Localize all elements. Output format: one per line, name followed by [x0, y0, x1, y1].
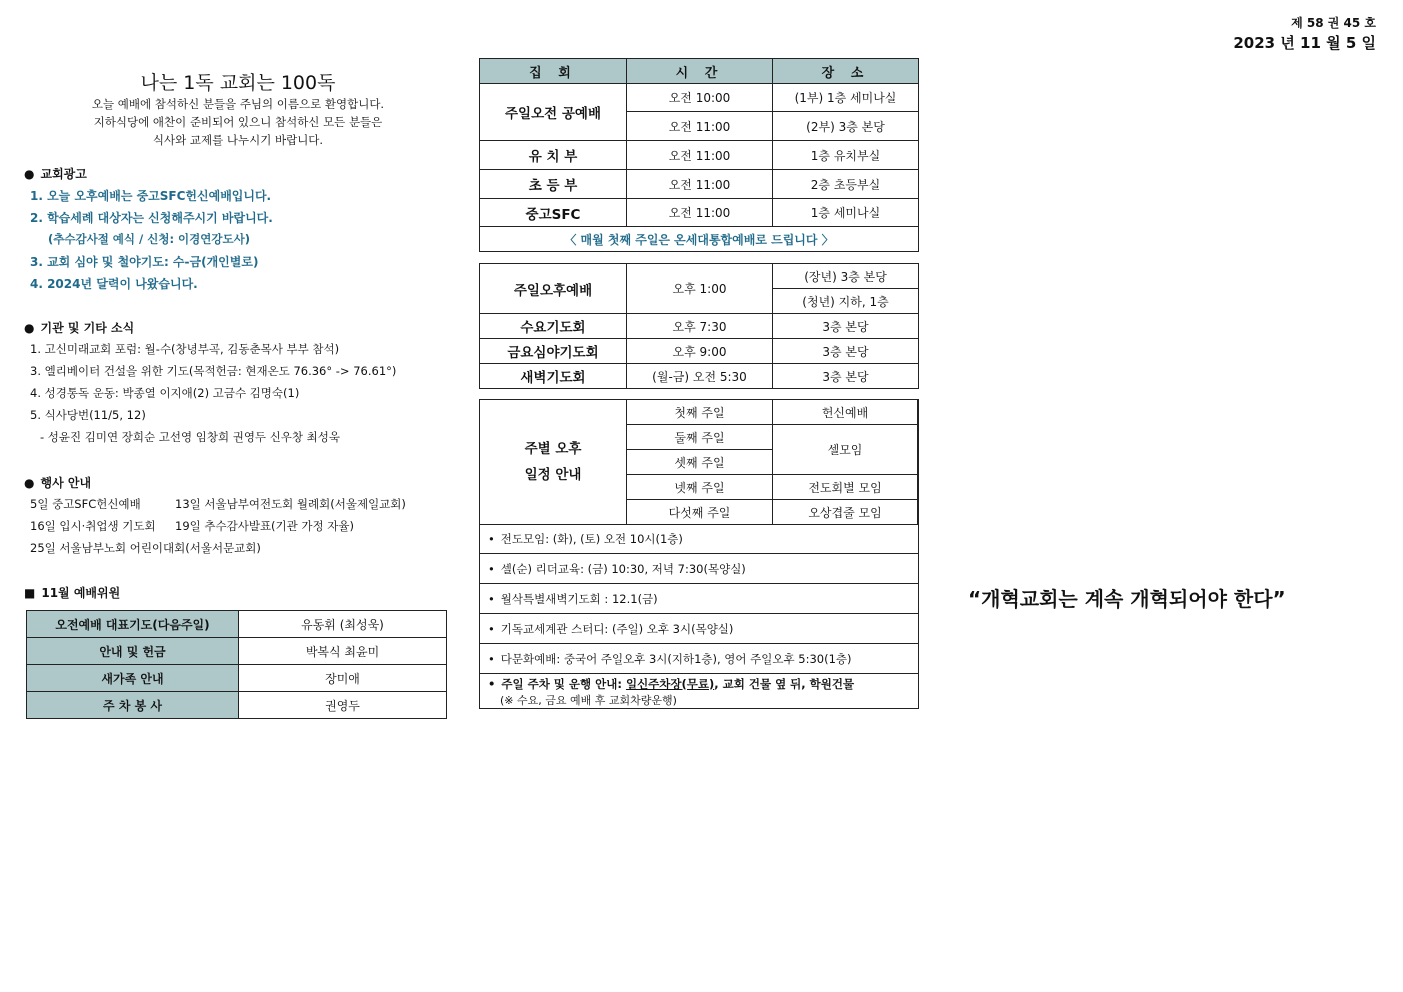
table-row — [480, 227, 919, 252]
event-item: 16일 입시·취업생 기도회 — [30, 519, 156, 533]
table-row — [480, 84, 919, 112]
activity-cell: 오상겹줄 모임 — [773, 500, 918, 525]
role-cell: 오전예배 대표기도(다음주일) — [27, 611, 239, 638]
news-item: 4. 성경통독 운동: 박종열 이지애(2) 고금수 김명숙(1) — [30, 386, 300, 400]
table-row — [480, 141, 919, 170]
bullet-icon: ● — [24, 476, 35, 490]
bullet-icon: ● — [24, 321, 35, 335]
service-name: 주일오전 공예배 — [480, 84, 627, 141]
weekly-table — [479, 399, 918, 525]
events-heading: ● 행사 안내 — [24, 476, 92, 490]
activity-cell: 헌신예배 — [773, 400, 918, 425]
service-time: 오전 11:00 — [627, 199, 773, 227]
welcome-line: 오늘 예배에 참석하신 분들을 주님의 이름으로 환영합니다. — [91, 97, 385, 111]
table-row — [27, 638, 447, 665]
welcome-line: 식사와 교제를 나누시기 바랍니다. — [152, 133, 324, 147]
service-time: 오전 11:00 — [627, 170, 773, 199]
worship-team-heading: ■ 11월 예배위원 — [24, 586, 121, 600]
weekly-title — [480, 400, 627, 525]
service-name: 금요심야기도회 — [480, 339, 627, 364]
service-place: 3층 본당 — [773, 364, 919, 389]
bullet-icon: • — [488, 651, 495, 666]
issue-number: 제 58 권 45 호 — [1291, 16, 1376, 30]
weekly-schedule-box — [479, 399, 919, 709]
service-time: 오전 10:00 — [627, 84, 773, 112]
table-row — [480, 339, 919, 364]
bullet-icon: • — [488, 676, 496, 691]
service-name: 초 등 부 — [480, 170, 627, 199]
service-name: 주일오후예배 — [480, 264, 627, 314]
service-time: 오후 1:00 — [627, 264, 773, 314]
bullet-icon: • — [488, 591, 495, 606]
morning-schedule-table — [479, 58, 919, 252]
news-item: 5. 식사당번(11/5, 12) — [30, 408, 146, 422]
notice-item: 2. 학습세례 대상자는 신청해주시기 바랍니다. — [30, 211, 273, 225]
weekly-title-line: 주별 오후 — [524, 441, 582, 457]
service-place: 3층 본당 — [773, 314, 919, 339]
weekday-schedule-table — [479, 263, 919, 389]
notice-item: (추수감사절 예식 / 신청: 이경연강도사) — [48, 232, 250, 246]
service-place: (2부) 3층 본당 — [773, 112, 919, 141]
welcome-text — [28, 95, 448, 149]
bullet-icon: ● — [24, 167, 35, 181]
table-row — [27, 611, 447, 638]
welcome-line: 지하식당에 애찬이 준비되어 있으니 참석하신 모든 분들은 — [93, 115, 383, 129]
table-header-row — [480, 59, 919, 84]
week-cell: 넷째 주일 — [627, 475, 773, 500]
name-cell: 장미애 — [239, 665, 447, 692]
news-item: 3. 엘리베이터 건설을 위한 기도(목적헌금: 현재온도 76.36° -> 76.61°) — [30, 364, 397, 378]
welcome-title: 나는 1독 교회는 100독 — [140, 72, 336, 94]
table-row — [480, 364, 919, 389]
bullet-icon: • — [488, 621, 495, 636]
table-row — [480, 314, 919, 339]
parking-subnote: (※ 수요, 금요 예배 후 교회차량운행) — [500, 693, 677, 707]
info-item: • 월삭특별새벽기도회 : 12.1(금) — [480, 583, 918, 613]
worship-team-table — [26, 610, 447, 719]
service-place: 2층 초등부실 — [773, 170, 919, 199]
role-cell: 주 차 봉 사 — [27, 692, 239, 719]
parking-info — [480, 673, 918, 709]
week-cell: 셋째 주일 — [627, 450, 773, 475]
role-cell: 안내 및 헌금 — [27, 638, 239, 665]
service-time: 오후 7:30 — [627, 314, 773, 339]
notice-item: 1. 오늘 오후예배는 중고SFC헌신예배입니다. — [30, 189, 272, 203]
info-item: • 다문화예배: 중국어 주일오후 3시(지하1층), 영어 주일오후 5:30(1층) — [480, 643, 918, 673]
info-item: • 전도모임: (화), (토) 오전 10시(1층) — [488, 532, 683, 546]
activity-cell: 셀모임 — [773, 425, 918, 475]
service-place: (장년) 3층 본당 — [773, 264, 919, 289]
event-item: 25일 서울남부노회 어린이대회(서울서문교회) — [30, 541, 261, 555]
service-place: 1층 유치부실 — [773, 141, 919, 170]
weekly-title-line: 일정 안내 — [524, 467, 582, 483]
news-heading: ● 기관 및 기타 소식 — [24, 321, 135, 335]
news-item: - 성윤진 김미연 장희순 고선영 임창희 권영두 신우창 최성욱 — [40, 430, 341, 444]
issue-date: 2023 년 11 월 5 일 — [1233, 34, 1376, 52]
table-row — [480, 199, 919, 227]
name-cell: 권영두 — [239, 692, 447, 719]
week-cell: 첫째 주일 — [627, 400, 773, 425]
bullet-icon: • — [488, 532, 495, 546]
service-name: 중고SFC — [480, 199, 627, 227]
name-cell: 박복식 최윤미 — [239, 638, 447, 665]
table-row — [480, 264, 919, 289]
name-cell: 유동휘 (최성욱) — [239, 611, 447, 638]
service-place: (청년) 지하, 1층 — [773, 289, 919, 314]
table-row — [27, 692, 447, 719]
event-item: 13일 서울남부여전도회 월례회(서울제일교회) — [175, 497, 406, 511]
notice-item: 4. 2024년 달력이 나왔습니다. — [30, 277, 198, 291]
week-cell: 다섯째 주일 — [627, 500, 773, 525]
table-row — [480, 170, 919, 199]
service-place: 3층 본당 — [773, 339, 919, 364]
monthly-note: 〈 매월 첫째 주일은 온세대통합예배로 드립니다 〉 — [480, 227, 919, 252]
event-item: 5일 중고SFC헌신예배 — [30, 497, 141, 511]
info-item: • 셀(순) 리더교육: (금) 10:30, 저녁 7:30(목양실) — [480, 553, 918, 583]
table-row — [27, 665, 447, 692]
info-item: • 기독교세계관 스터디: (주일) 오후 3시(목양실) — [480, 613, 918, 643]
parking-line: • 주일 주차 및 운행 안내: 일신주차장(무료), 교회 건물 옆 뒤, 학원건물 — [488, 676, 855, 691]
service-place: 1층 세미나실 — [773, 199, 919, 227]
role-cell: 새가족 안내 — [27, 665, 239, 692]
service-name: 수요기도회 — [480, 314, 627, 339]
event-item: 19일 추수감사발표(기관 가정 자율) — [175, 519, 354, 533]
service-time: 오전 11:00 — [627, 112, 773, 141]
column-header: 시 간 — [627, 59, 773, 84]
service-name: 유 치 부 — [480, 141, 627, 170]
table-row — [480, 400, 918, 425]
service-name: 새벽기도회 — [480, 364, 627, 389]
week-cell: 둘째 주일 — [627, 425, 773, 450]
news-item: 1. 고신미래교회 포럼: 월-수(창녕부곡, 김동춘목사 부부 참석) — [30, 342, 340, 356]
notice-item: 3. 교회 심야 및 철야기도: 수-금(개인별로) — [30, 255, 259, 269]
notices-heading: ● 교회광고 — [24, 167, 87, 181]
service-time: 오후 9:00 — [627, 339, 773, 364]
square-bullet-icon: ■ — [24, 586, 36, 600]
column-header: 집 회 — [480, 59, 627, 84]
activity-cell: 전도회별 모임 — [773, 475, 918, 500]
service-place: (1부) 1층 세미나실 — [773, 84, 919, 112]
column-header: 장 소 — [773, 59, 919, 84]
motto-quote: “개혁교회는 계속 개혁되어야 한다” — [968, 587, 1286, 611]
service-time: (월-금) 오전 5:30 — [627, 364, 773, 389]
bullet-icon: • — [488, 561, 495, 576]
service-time: 오전 11:00 — [627, 141, 773, 170]
